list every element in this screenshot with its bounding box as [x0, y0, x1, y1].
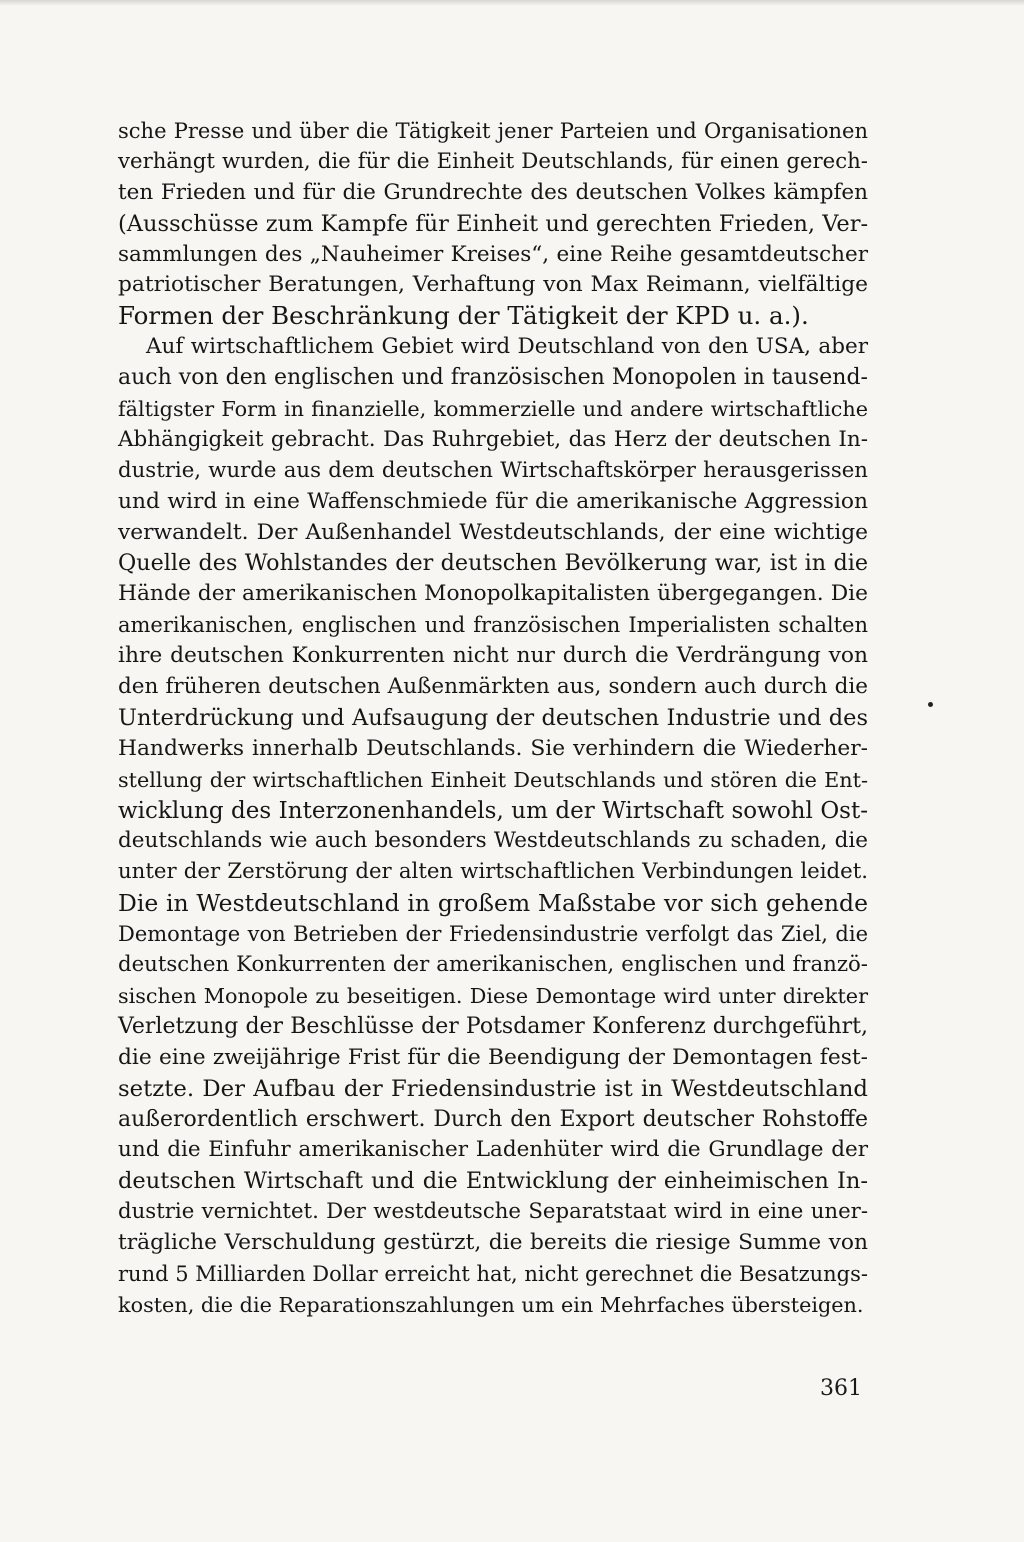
text-line: Die in Westdeutschland in großem Maßstabe vor sich gehende	[118, 889, 868, 918]
text-line: dustrie vernichtet. Der westdeutsche Separatstaat wird in eine uner-	[118, 1199, 868, 1225]
text-line: und die Einfuhr amerikanischer Ladenhüter wird die Grundlage der	[118, 1137, 868, 1163]
text-line: Verletzung der Beschlüsse der Potsdamer Konferenz durchgeführt,	[118, 1013, 868, 1039]
text-line: fältigster Form in finanzielle, kommerzielle und andere wirtschaftliche	[118, 397, 868, 422]
text-line: rund 5 Milliarden Dollar erreicht hat, nicht gerechnet die Besatzungs-	[118, 1261, 868, 1286]
text-line: Demontage von Betrieben der Friedensindustrie verfolgt das Ziel, die	[118, 922, 868, 947]
text-line: (Ausschüsse zum Kampfe für Einheit und gerechten Frieden, Ver-	[118, 210, 869, 237]
text-line: Abhängigkeit gebracht. Das Ruhrgebiet, das Herz der deutschen In-	[118, 426, 868, 452]
text-line: stellung der wirtschaftlichen Einheit Deutschlands und stören die Ent-	[118, 767, 868, 792]
text-line: Quelle des Wohlstandes der deutschen Bevölkerung war, ist in die	[118, 550, 868, 577]
text-line: den früheren deutschen Außenmärkten aus, sondern auch durch die	[118, 674, 868, 700]
text-line: kosten, die die Reparationszahlungen um ein Mehrfaches übersteigen.	[118, 1292, 864, 1317]
text-line: Unterdrückung und Aufsaugung der deutschen Industrie und des	[118, 704, 868, 731]
text-line: Formen der Beschränkung der Tätigkeit der KPD u. a.).	[118, 301, 809, 331]
text-line: Auf wirtschaftlichem Gebiet wird Deutschland von den USA, aber	[146, 334, 868, 360]
text-line: auch von den englischen und französischen Monopolen in tausend-	[118, 365, 868, 391]
text-line: verhängt wurden, die für die Einheit Deutschlands, für einen gerech-	[118, 148, 868, 174]
text-line: patriotischer Beratungen, Verhaftung von Max Reimann, vielfältige	[118, 272, 868, 298]
ink-speck	[928, 702, 933, 707]
text-line: ihre deutschen Konkurrenten nicht nur durch die Verdrängung von	[118, 643, 868, 669]
text-line: Hände der amerikanischen Monopolkapitalisten übergegangen. Die	[118, 581, 868, 607]
text-line: ten Frieden und für die Grundrechte des deutschen Volkes kämpfen	[118, 179, 868, 205]
text-line: trägliche Verschuldung gestürzt, die bereits die riesige Summe von	[118, 1230, 868, 1256]
text-line: sischen Monopole zu beseitigen. Diese Demontage wird unter direkter	[118, 983, 868, 1008]
page-number: 361	[820, 1376, 862, 1401]
text-line: die eine zweijährige Frist für die Beendigung der Demontagen fest-	[118, 1044, 868, 1070]
text-line: deutschen Konkurrenten der amerikanischen, englischen und franzö-	[118, 952, 868, 978]
scan-edge-shadow	[0, 0, 1024, 6]
text-line: deutschen Wirtschaft und die Entwicklung der einheimischen In-	[118, 1168, 868, 1195]
text-line: verwandelt. Der Außenhandel Westdeutschlands, der eine wichtige	[118, 519, 868, 545]
text-line: sche Presse und über die Tätigkeit jener Parteien und Organisationen	[118, 119, 868, 143]
text-line: außerordentlich erschwert. Durch den Export deutscher Rohstoffe	[118, 1106, 868, 1132]
text-line: wicklung des Interzonenhandels, um der Wirtschaft sowohl Ost-	[118, 797, 868, 824]
body-text	[118, 116, 868, 1321]
text-line: unter der Zerstörung der alten wirtschaftlichen Verbindungen leidet.	[118, 859, 868, 885]
text-line: Handwerks innerhalb Deutschlands. Sie verhindern die Wiederher-	[118, 735, 868, 761]
text-line: sammlungen des „Nauheimer Kreises“, eine Reihe gesamtdeutscher	[118, 241, 868, 267]
text-line: und wird in eine Waffenschmiede für die amerikanische Aggression	[118, 488, 868, 514]
text-line: amerikanischen, englischen und französischen Imperialisten schalten	[118, 613, 868, 638]
text-line: dustrie, wurde aus dem deutschen Wirtschaftskörper herausgerissen	[118, 457, 868, 483]
text-line: setzte. Der Aufbau der Friedensindustrie ist in Westdeutschland	[118, 1075, 868, 1102]
text-line: deutschlands wie auch besonders Westdeutschlands zu schaden, die	[118, 828, 868, 854]
